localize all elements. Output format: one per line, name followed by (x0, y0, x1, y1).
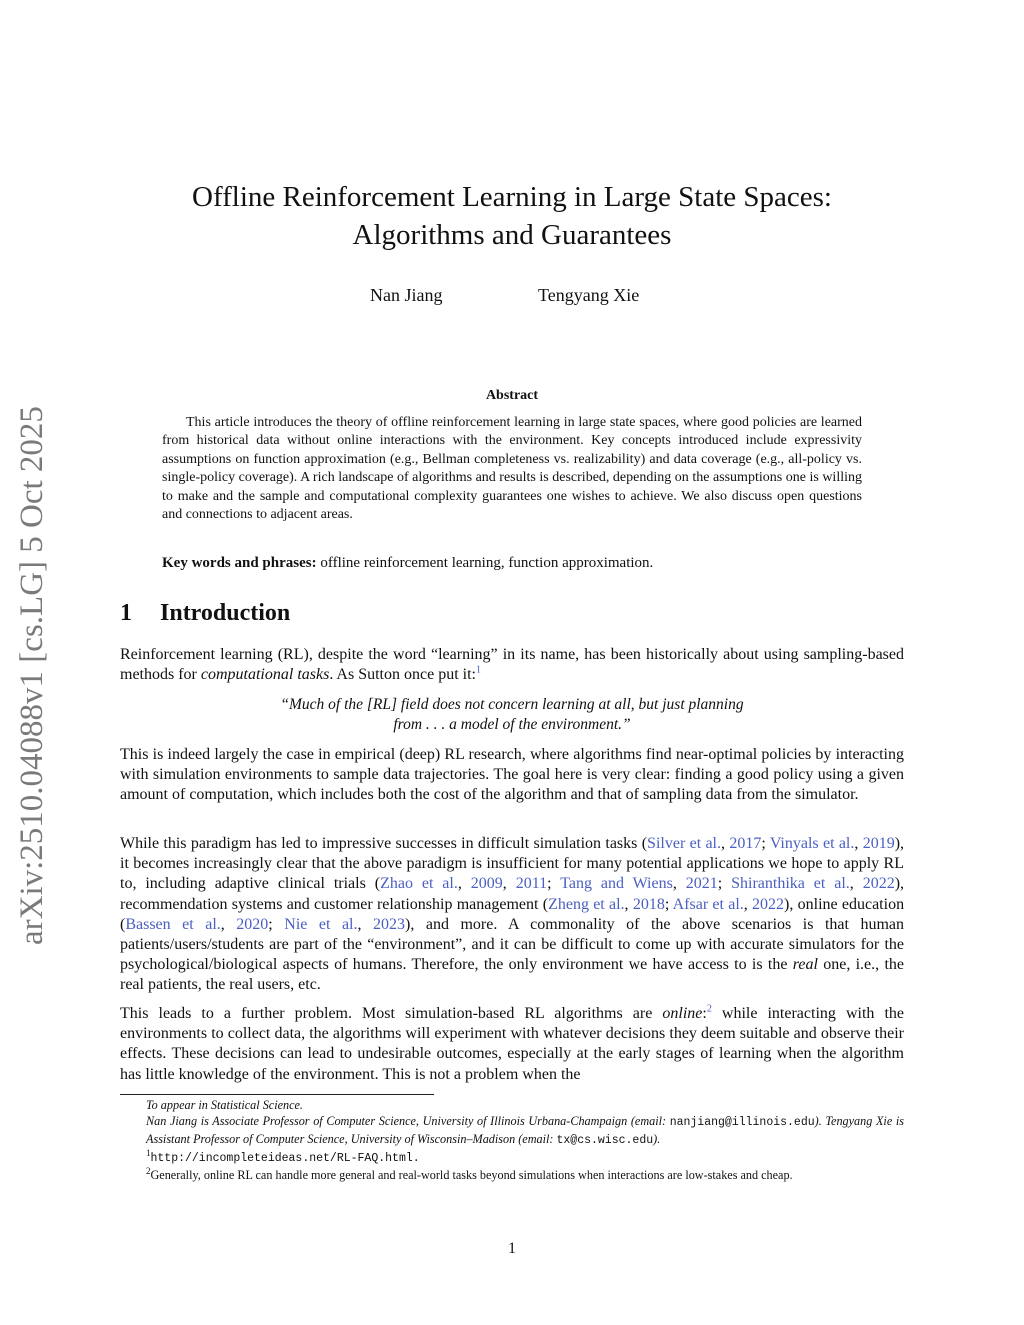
p1-emphasis: computational tasks (200, 666, 330, 684)
p3-text: ), online education ( (120, 895, 905, 933)
citation-link[interactable]: Vinyals et al. (769, 835, 855, 852)
citation-link[interactable]: 2020 (236, 915, 269, 933)
citation-link[interactable]: 2022 (862, 875, 895, 893)
affiliation-text: Nan Jiang is Associate Professor of Computer Science, University of Illinois Urbana-Champaign (email: (146, 1114, 670, 1128)
paragraph-2: This is indeed largely the case in empirical (deep) RL research, where algorithms find near-optimal policies by interacting with simulation environments to sample data trajectories. The goal here is very clear: finding a good policy using a given amount of computation, which includes both the cost of the algorithm and that of sampling data from the simulator. (120, 746, 904, 804)
citation-link[interactable]: Afsar et al. (672, 895, 744, 913)
page-number: 1 (508, 1240, 516, 1257)
footnote-link-2[interactable]: 2 (706, 1003, 712, 1015)
paragraph-1 (120, 645, 904, 685)
p3-emphasis: real (792, 956, 818, 974)
p3-sep: ; (664, 895, 673, 913)
p3-sep: , (849, 875, 863, 893)
p3-sep: , (624, 895, 633, 913)
p3-sep: , (502, 875, 516, 893)
keywords-text: offline reinforcement learning, function approximation. (320, 555, 654, 571)
citation-link[interactable]: 2011 (515, 875, 548, 893)
footnote-1 (120, 1149, 904, 1167)
footnote-url[interactable]: http://incompleteideas.net/RL-FAQ.html. (150, 1152, 420, 1165)
footnote-mark: 2 (146, 1165, 151, 1176)
p4-colon: : (702, 1005, 707, 1022)
footnote-link-1[interactable]: 1 (475, 664, 481, 676)
keywords (162, 553, 862, 573)
p3-sep: ; (717, 875, 732, 893)
citation-link[interactable]: 2018 (632, 895, 665, 913)
section-number: 1 (120, 600, 132, 626)
citation-link[interactable]: Silver et al. (647, 835, 722, 852)
section-heading (120, 600, 290, 627)
paragraph-4 (120, 1004, 904, 1085)
p3-text: ), and more. A commonality of the above scenarios is that human patients/users/students are part of the “environment”, and it can be difficult to come up with accurate simulators for the psychological/biological aspects of humans. Therefore, the only environment we have access to is the (120, 915, 905, 974)
p3-sep: , (743, 895, 753, 913)
sutton-quote (232, 695, 792, 735)
p4-emphasis: online (662, 1005, 703, 1022)
title-line-2: Algorithms and Guarantees (352, 219, 672, 251)
p3-text: ), it becomes increasingly clear that the above paradigm is insufficient for many potential applications we hope to apply RL to, including adaptive clinical trials ( (120, 835, 905, 893)
p4-text-b: while interacting with the environments to collect data, the algorithms will experiment with whatever decisions they deem suitable and observe their effects. These decisions can lead to undesirable outcomes, especially at the early stages of learning when the algorithm has little knowledge of the environment. This is not a problem when the (120, 1005, 905, 1083)
paragraph-3 (120, 834, 904, 996)
p3-sep: , (672, 875, 686, 893)
abstract-heading: Abstract (485, 388, 539, 403)
citation-link[interactable]: Bassen et al. (125, 915, 221, 933)
p1-text-b: . As Sutton once put it: (329, 666, 476, 684)
citation-link[interactable]: Zheng et al. (548, 895, 625, 913)
arxiv-identifier: arXiv:2510.04088v1 [cs.LG] 5 Oct 2025 (14, 406, 50, 945)
citation-link[interactable]: Zhao et al. (380, 875, 458, 893)
p3-text: one, i.e., the real patients, the real users, etc. (120, 956, 904, 994)
footnote-2 (120, 1167, 904, 1183)
p3-sep: ; (547, 875, 561, 893)
author-email: tx@cs.wisc.edu (556, 1134, 654, 1147)
keywords-label: Key words and phrases: (162, 555, 317, 571)
author-email: nanjiang@illinois.edu (669, 1116, 815, 1129)
affiliation-text: ). (653, 1132, 661, 1146)
citation-link[interactable]: 2009 (470, 875, 503, 893)
author-name: Tengyang Xie (538, 285, 640, 305)
citation-link[interactable]: 2022 (752, 895, 785, 913)
p1-text-a: Reinforcement learning (RL), despite the word “learning” in its name, has been historically about using sampling-based methods for (120, 646, 904, 684)
footnotes (120, 1097, 904, 1183)
section-title: Introduction (160, 600, 291, 626)
quote-line-1: “Much of the [RL] field does not concern learning at all, but just planning (280, 696, 744, 713)
author-name: Nan Jiang (370, 285, 443, 305)
quote-line-2: from . . . a model of the environment.” (393, 716, 631, 733)
p3-sep: , (357, 915, 374, 933)
footnote-divider (120, 1094, 434, 1095)
title-line-1: Offline Reinforcement Learning in Large State Spaces: (192, 181, 832, 213)
citation-link[interactable]: Tang and Wiens (560, 875, 673, 893)
citation-link[interactable]: Nie et al. (284, 915, 358, 933)
footnote-text: Generally, online RL can handle more general and real-world tasks beyond simulations when interactions are low-stakes and cheap. (150, 1168, 793, 1182)
p3-sep: , (721, 835, 730, 852)
citation-link[interactable]: 2021 (685, 875, 718, 893)
p3-text: ), recommendation systems and customer relationship management ( (120, 875, 905, 913)
p4-text-a: This leads to a further problem. Most simulation-based RL algorithms are (120, 1005, 663, 1022)
p3-sep: , (220, 915, 237, 933)
citation-link[interactable]: 2019 (862, 835, 895, 852)
citation-link[interactable]: Shiranthika et al. (731, 875, 850, 893)
affiliation-text: ). Tengyang Xie is Assistant Professor of Computer Science, University of Wisconsin–Madison (email: (146, 1114, 905, 1146)
p3-sep: , (854, 835, 863, 852)
affiliation-note (120, 1113, 904, 1149)
footnote-mark: 1 (146, 1147, 151, 1158)
p3-sep: ; (761, 835, 770, 852)
abstract-text: This article introduces the theory of offline reinforcement learning in large state spaces, where good policies are learned from historical data without online interactions with the environment. Key concepts introduced include expressivity assumptions on function approximation (e.g., Bellman completeness vs. realizability) and data coverage (e.g., all-policy vs. single-policy coverage). A rich landscape of algorithms and results is described, depending on the assumptions one is willing to make and the sample and computational complexity guarantees one wishes to achieve. We also discuss open questions and connections to adjacent areas. (162, 415, 862, 523)
p3-sep: , (457, 875, 471, 893)
p3-sep: ; (268, 915, 285, 933)
paper-title (120, 178, 904, 254)
citation-link[interactable]: 2017 (729, 835, 762, 852)
citation-link[interactable]: 2023 (373, 915, 406, 933)
p3-text: While this paradigm has led to impressive successes in difficult simulation tasks ( (120, 835, 648, 852)
appear-note: To appear in Statistical Science. (146, 1098, 303, 1112)
